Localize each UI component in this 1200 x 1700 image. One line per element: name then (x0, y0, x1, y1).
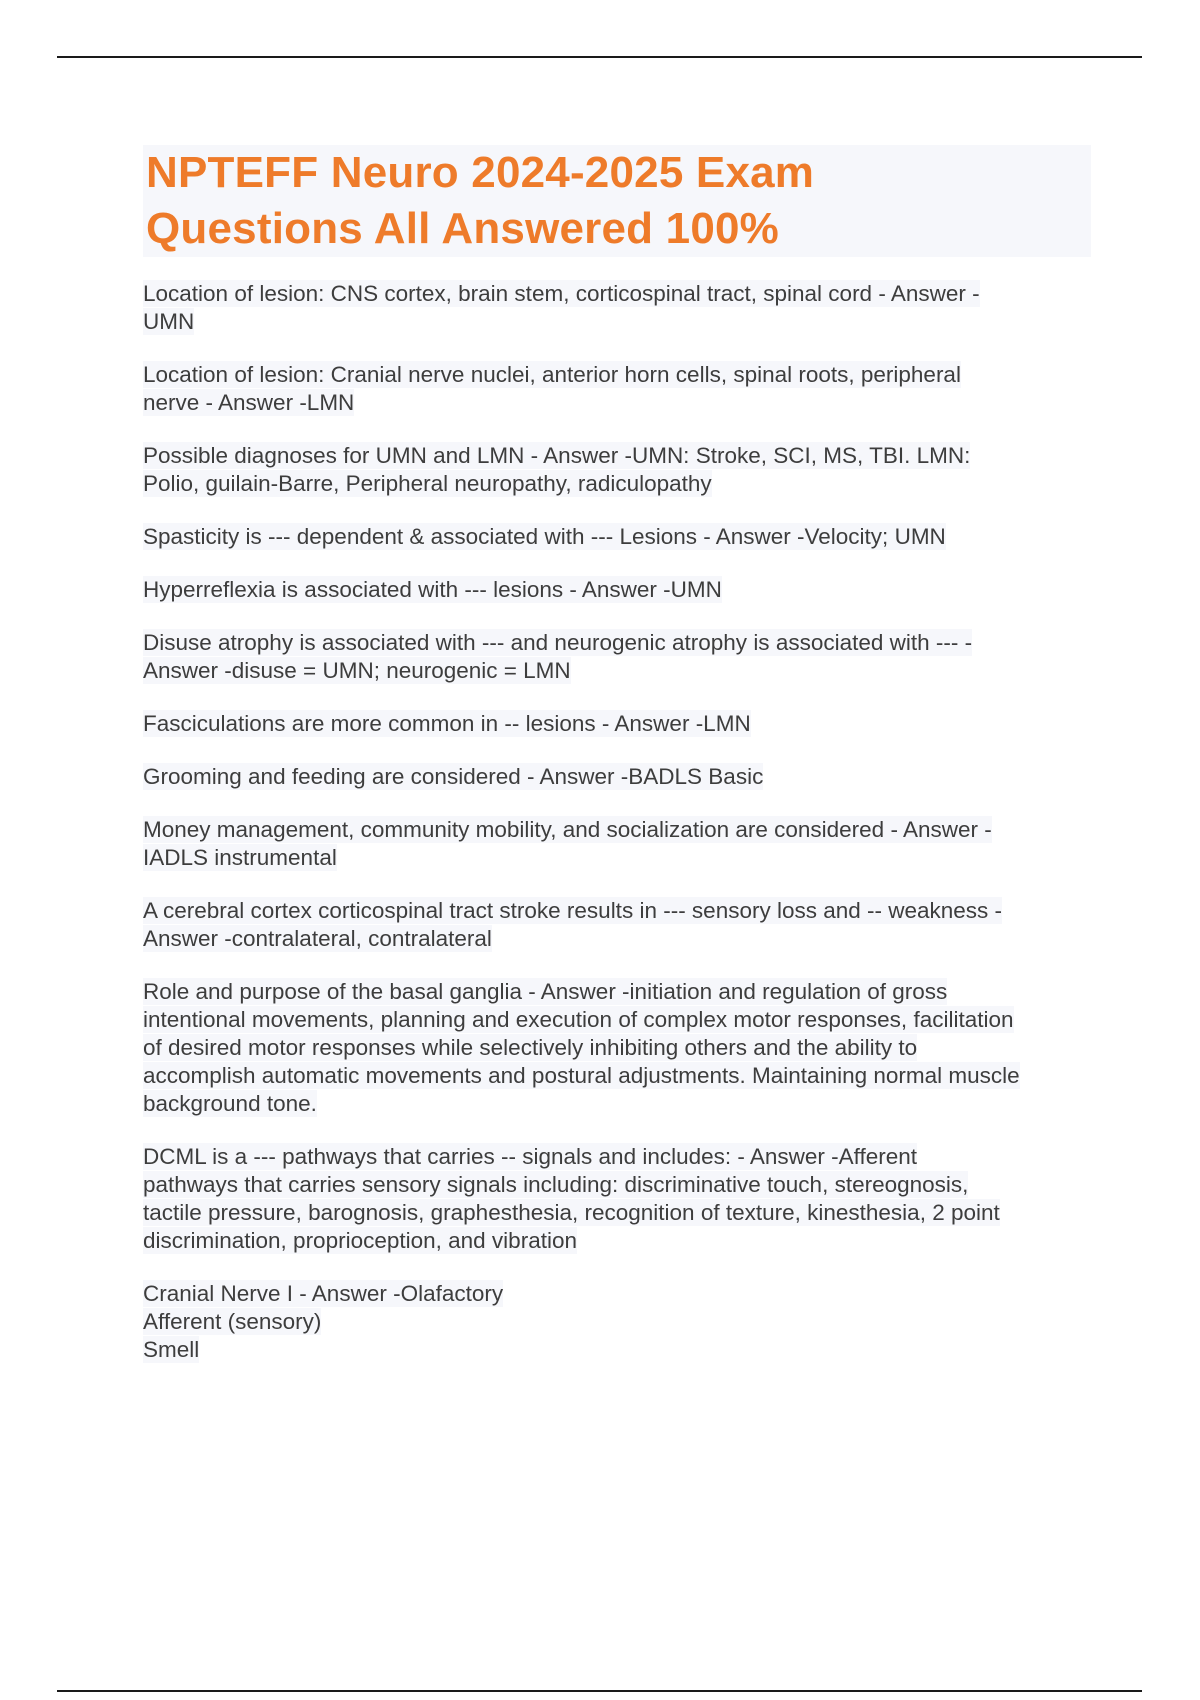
qa-item (143, 280, 1103, 336)
qa-item (143, 816, 1103, 872)
qa-item (143, 978, 1103, 1118)
qa-text: Cranial Nerve I - Answer -Olafactory Afferent (sensory) Smell (143, 1281, 504, 1362)
bottom-rule (57, 1690, 1142, 1692)
qa-item (143, 763, 1103, 791)
qa-item (143, 576, 1103, 604)
qa-text: A cerebral cortex corticospinal tract stroke results in --- sensory loss and -- weakness - Answer -contralateral, contralateral (143, 898, 1003, 951)
qa-item (143, 523, 1103, 551)
qa-item (143, 361, 1103, 417)
qa-text: Hyperreflexia is associated with --- lesions - Answer -UMN (143, 577, 722, 602)
qa-item (143, 629, 1103, 685)
qa-text: Possible diagnoses for UMN and LMN - Answer -UMN: Stroke, SCI, MS, TBI. LMN: Polio, guilain-Barre, Peripheral neuropathy, radiculopathy (143, 443, 971, 496)
qa-text: Role and purpose of the basal ganglia - Answer -initiation and regulation of gross intentional movements, planning and execution of complex motor responses, facilitation of desired motor responses while selectively inhibiting others and the ability to accomplish automatic movements and postural adjustments. Maintaining normal muscle background tone. (143, 979, 1020, 1116)
qa-item (143, 1143, 1103, 1255)
qa-item (143, 710, 1103, 738)
qa-text: DCML is a --- pathways that carries -- signals and includes: - Answer -Afferent pathways that carries sensory signals including: discriminative touch, stereognosis, tactile pressure, barognosis, graphesthesia, recognition of texture, kinesthesia, 2 point discrimination, proprioception, and vibration (143, 1144, 1000, 1253)
qa-text: Fasciculations are more common in -- lesions - Answer -LMN (143, 711, 751, 736)
document-title: NPTEFF Neuro 2024-2025 Exam Questions All Answered 100% (146, 148, 815, 253)
qa-list (143, 280, 1103, 1389)
title-block (143, 145, 1091, 257)
qa-item (143, 442, 1103, 498)
qa-text: Location of lesion: Cranial nerve nuclei, anterior horn cells, spinal roots, peripheral nerve - Answer -LMN (143, 362, 961, 415)
qa-text: Location of lesion: CNS cortex, brain stem, corticospinal tract, spinal cord - Answer - UMN (143, 281, 980, 334)
qa-text: Grooming and feeding are considered - Answer -BADLS Basic (143, 764, 764, 789)
top-rule (57, 56, 1142, 58)
qa-text: Disuse atrophy is associated with --- and neurogenic atrophy is associated with --- - Answer -disuse = UMN; neurogenic = LMN (143, 630, 973, 683)
qa-item (143, 897, 1103, 953)
qa-item (143, 1280, 1103, 1364)
qa-text: Spasticity is --- dependent & associated with --- Lesions - Answer -Velocity; UMN (143, 524, 946, 549)
qa-text: Money management, community mobility, and socialization are considered - Answer - IADLS instrumental (143, 817, 992, 870)
